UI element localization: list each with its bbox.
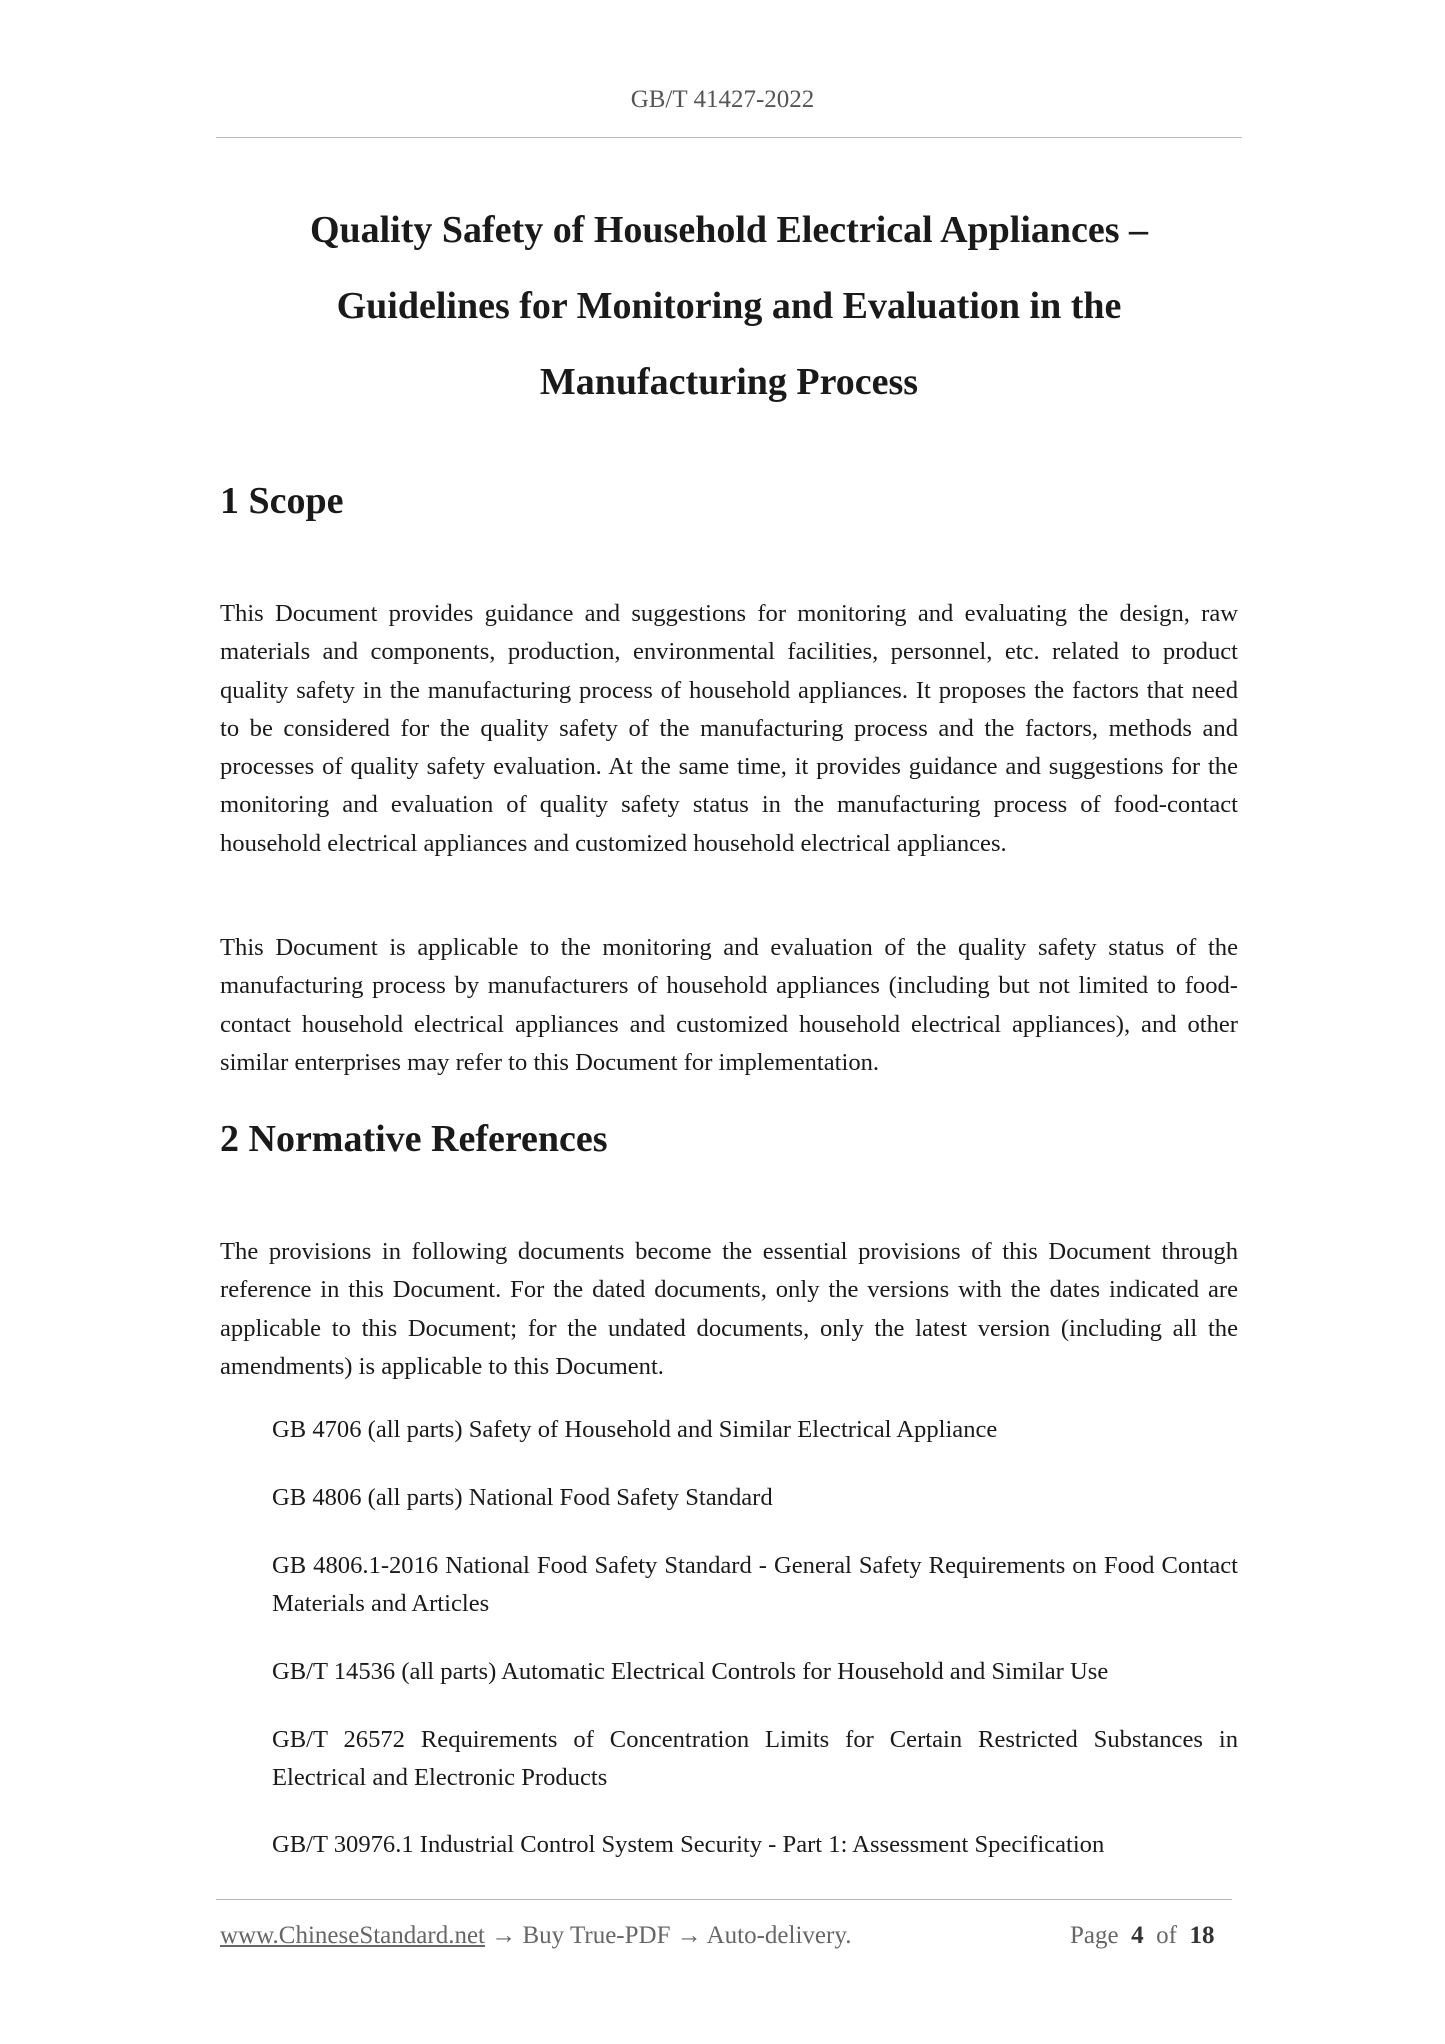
title-line-3: Manufacturing Process (539, 361, 919, 403)
reference-item: GB/T 14536 (all parts) Automatic Electrical Controls for Household and Similar Use (272, 1658, 1109, 1685)
reference-item: GB/T 30976.1 Industrial Control System Security - Part 1: Assessment Specification (272, 1831, 1105, 1858)
header-doc-number: GB/T 41427-2022 (630, 86, 815, 113)
page-label: Page (1070, 1922, 1119, 1949)
section-heading-scope: 1 Scope (220, 480, 344, 522)
title-line-1: Quality Safety of Household Electrical Appliances – (309, 209, 1149, 251)
scope-paragraph-2: This Document is applicable to the monitoring and evaluation of the quality safety status of the manufacturing process by manufacturers of household appliances (including but not limited to food-contact household electrical appliances and customized household electrical appliances), and other similar enterprises may refer to this Document for implementation. (220, 934, 1238, 1076)
header-divider (216, 137, 1242, 138)
reference-item: GB/T 26572 Requirements of Concentration Limits for Certain Restricted Substances in Electrical and Electronic Products (272, 1726, 1238, 1792)
footer-promo (220, 1922, 851, 1950)
page-current: 4 (1131, 1922, 1144, 1949)
section-heading-normative-references: 2 Normative References (220, 1118, 608, 1160)
chinese-standard-link[interactable]: www.ChineseStandard.net (220, 1922, 485, 1949)
reference-item: GB 4706 (all parts) Safety of Household and Similar Electrical Appliance (272, 1416, 998, 1443)
normative-references-intro: The provisions in following documents become the essential provisions of this Document through reference in this Document. For the dated documents, only the versions with the dates indicated are applicable to this Document; for the undated documents, only the latest version (including all the amendments) is applicable to this Document. (220, 1238, 1238, 1380)
page-total: 18 (1189, 1922, 1215, 1949)
page-indicator (1070, 1922, 1214, 1950)
scope-paragraph-1: This Document provides guidance and suggestions for monitoring and evaluating the design, raw materials and components, production, environmental facilities, personnel, etc. related to product quality safety in the manufacturing process of household appliances. It proposes the factors that need to be considered for the quality safety of the manufacturing process and the factors, methods and processes of quality safety evaluation. At the same time, it provides guidance and suggestions for the monitoring and evaluation of quality safety status in the manufacturing process of food-contact household electrical appliances and customized household electrical appliances. (220, 600, 1238, 857)
reference-item: GB 4806.1-2016 National Food Safety Standard - General Safety Requirements on Food Contact Materials and Articles (272, 1552, 1238, 1618)
reference-item: GB 4806 (all parts) National Food Safety Standard (272, 1484, 773, 1511)
document-title (216, 192, 1242, 420)
page-of-label: of (1156, 1922, 1177, 1949)
footer-divider (216, 1899, 1232, 1900)
footer-promo-text: → Buy True-PDF → Auto-delivery. (485, 1922, 852, 1949)
title-line-2: Guidelines for Monitoring and Evaluation in the (336, 285, 1122, 327)
